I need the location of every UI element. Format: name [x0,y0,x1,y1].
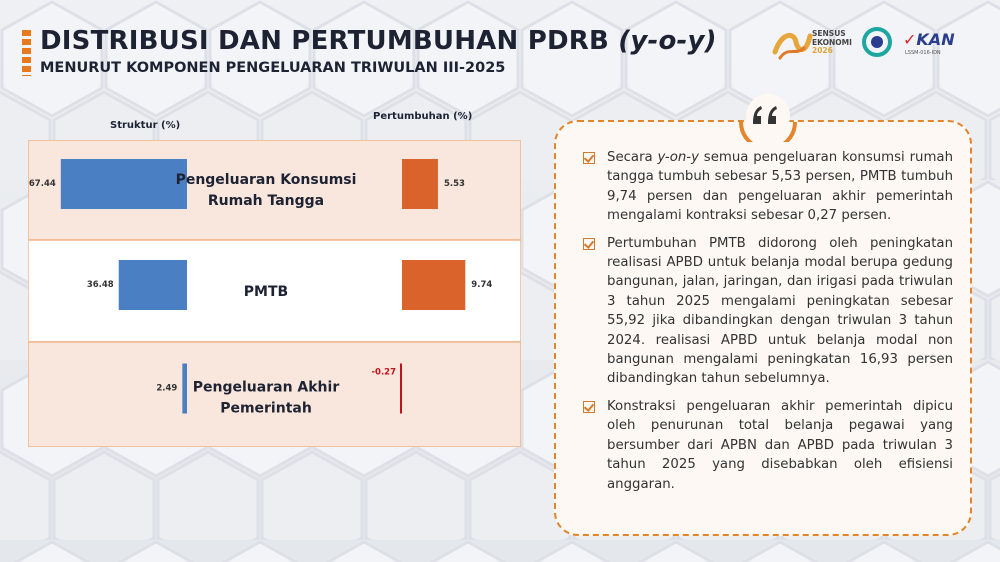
pertumbuhan-bar [402,159,438,209]
pdrb-chart [28,140,521,447]
category-label: Pengeluaran Konsumsi [175,172,357,188]
struktur-value-label: 36.48 [86,280,114,290]
kan-logo: ✓KAN [903,30,955,49]
commentary-item: Secara y-on-y semua pengeluaran konsumsi rumah tangga tumbuh sebesar 5,53 persen, PMTB tumbuh 9,74 persen dan pengeluaran akhir pemerintah mengalami kontraksi sebesar 0,27 persen. [583,148,953,226]
category-label: Pengeluaran Akhir [192,379,340,396]
sensus-ekonomi-label: SENSUS EKONOMI 2026 [812,29,852,55]
commentary-list [583,148,953,502]
pertumbuhan-header: Pertumbuhan (%) [373,111,473,122]
kan-logo-sub: LSSM-016-IDN [905,50,941,56]
title-yoy: (y-o-y) [618,26,717,56]
page-subtitle: MENURUT KOMPONEN PENGELUARAN TRIWULAN III-2025 [40,60,506,76]
pertumbuhan-value-label: 5.53 [443,179,465,189]
struktur-bar [119,260,187,310]
category-label: PMTB [243,284,289,300]
struktur-value-label: 2.49 [156,383,178,394]
struktur-header: Struktur (%) [110,120,181,131]
checkbox-icon [583,238,595,250]
title-accent-bar [22,30,31,76]
checkbox-icon [583,401,595,413]
struktur-bar [182,364,187,414]
quote-icon [739,92,797,142]
bps-circle-logo [862,27,892,57]
pertumbuhan-value-label: -0.27 [371,367,396,378]
pertumbuhan-bar [402,260,465,310]
pertumbuhan-bar [400,364,402,414]
category-label: Rumah Tangga [207,193,325,209]
pertumbuhan-value-label: 9.74 [471,280,493,290]
category-label: Pemerintah [220,400,312,417]
checkbox-icon [583,152,595,164]
struktur-value-label: 67.44 [28,179,56,189]
commentary-item: Pertumbuhan PMTB didorong oleh peningkatan realisasi APBD untuk belanja modal berupa gedung bangunan, jalan, jaringan, dan irigasi pada triwulan 3 tahun 2025 mengalami peningkatan sebesar 55,92 jika dibandingkan dengan triwulan 3 tahun 2024. realisasi APBD untuk belanja modal non bangunan mengalami peningkatan 16,93 persen dibandingkan tahun sebelumnya. [583,234,953,389]
commentary-item: Konstraksi pengeluaran akhir pemerintah dipicu oleh penurunan total belanja pegawai yang bersumber dari APBN dan APBD pada triwulan 3 tahun 2025 yang disebabkan oleh efisiensi anggaran. [583,397,953,494]
page-title: DISTRIBUSI DAN PERTUMBUHAN PDRB (y-o-y) [40,26,717,56]
struktur-bar [61,159,187,209]
